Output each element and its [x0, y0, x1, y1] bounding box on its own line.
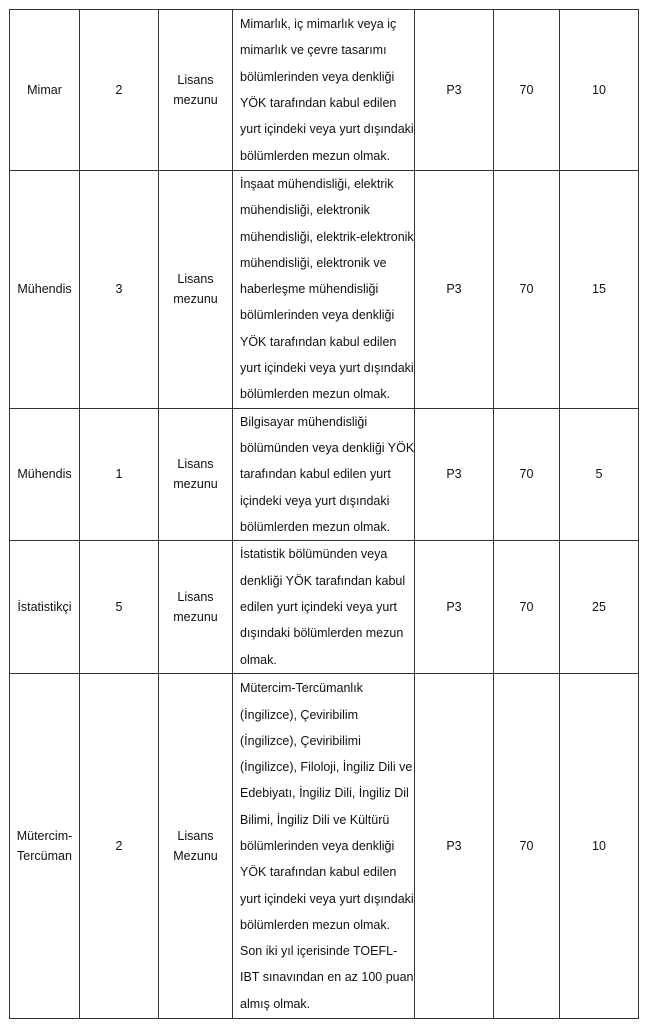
- table-body: [10, 10, 639, 1019]
- table-row: [10, 171, 639, 409]
- requirement-line: IBT sınavından en az 100 puan: [240, 970, 414, 985]
- title-line: Mühendis: [17, 282, 72, 297]
- cell-min-score: [494, 408, 560, 540]
- requirement-line: YÖK tarafından kabul edilen: [240, 96, 397, 110]
- last-col-value: 25: [592, 600, 606, 615]
- requirement-line: İstatistik bölümünden veya: [240, 547, 388, 562]
- last-col-value: 10: [592, 839, 606, 854]
- min-score-value: 70: [519, 839, 534, 854]
- score-type-value: P3: [446, 600, 462, 615]
- education-line: Lisans: [177, 590, 214, 605]
- cell-education: [159, 674, 233, 1019]
- cell-count: [80, 171, 159, 409]
- last-col-value: 15: [592, 282, 606, 297]
- cell-education: [159, 171, 233, 409]
- cell-last: [560, 674, 639, 1019]
- title-line: Tercüman: [17, 849, 72, 864]
- requirement-line: (İngilizce), Filoloji, İngiliz Dili ve: [240, 760, 413, 775]
- cell-title: [10, 171, 80, 409]
- cell-score-type: [415, 541, 494, 674]
- requirement-line: mimarlık ve çevre tasarımı: [240, 43, 387, 58]
- table-row: [10, 541, 639, 674]
- cell-score-type: [415, 10, 494, 171]
- cell-score-type: [415, 171, 494, 409]
- cell-count: [80, 541, 159, 674]
- requirement-line: Mimarlık, iç mimarlık veya iç: [240, 17, 397, 32]
- requirement-line: bölümlerden mezun olmak.: [240, 519, 391, 534]
- count-value: 5: [115, 600, 123, 615]
- cell-count: [80, 10, 159, 171]
- requirement-line: olmak.: [240, 652, 277, 667]
- cell-requirements: [233, 541, 415, 674]
- education-line: mezunu: [173, 93, 218, 107]
- requirement-line: YÖK tarafından kabul edilen: [240, 865, 397, 880]
- min-score-value: 70: [519, 600, 534, 615]
- positions-table: [9, 9, 639, 1019]
- requirement-line: Edebiyatı, İngiliz Dili, İngiliz Dil: [240, 786, 409, 801]
- cell-score-type: [415, 674, 494, 1019]
- education-line: mezunu: [173, 292, 218, 307]
- education-line: Lisans: [177, 457, 214, 472]
- requirement-line: denkliği YÖK tarafından kabul: [240, 573, 406, 588]
- requirement-line: bölümlerinden veya denkliği: [240, 839, 395, 853]
- education-line: mezunu: [173, 610, 218, 625]
- cell-count: [80, 408, 159, 540]
- cell-last: [560, 541, 639, 674]
- requirement-line: bölümünden veya denkliği YÖK: [240, 440, 415, 455]
- education-line: Lisans: [177, 829, 214, 844]
- requirement-line: (İngilizce), Çeviribilimi: [240, 733, 361, 748]
- count-value: 2: [115, 839, 123, 854]
- requirement-line: mühendisliği, elektronik ve: [240, 255, 387, 270]
- score-type-value: P3: [446, 839, 462, 854]
- title-line: İstatistikçi: [17, 600, 72, 615]
- requirement-line: Bilimi, İngiliz Dili ve Kültürü: [240, 812, 390, 827]
- count-value: 1: [115, 467, 123, 482]
- cell-title: [10, 408, 80, 540]
- requirement-line: haberleşme mühendisliği: [240, 282, 379, 297]
- requirement-line: yurt içindeki veya yurt dışındaki: [240, 891, 414, 906]
- title-line: Mütercim-: [16, 829, 73, 844]
- cell-min-score: [494, 10, 560, 171]
- requirement-line: tarafından kabul edilen yurt: [240, 467, 391, 482]
- requirement-line: bölümlerinden veya denkliği: [240, 69, 395, 84]
- table-row: [10, 10, 639, 171]
- requirement-line: mühendisliği, elektrik-elektronik: [240, 229, 414, 244]
- min-score-value: 70: [519, 83, 534, 97]
- cell-title: [10, 541, 80, 674]
- cell-education: [159, 10, 233, 171]
- cell-min-score: [494, 171, 560, 409]
- requirement-line: bölümlerinden veya denkliği: [240, 308, 395, 323]
- requirement-line: (İngilizce), Çeviribilim: [240, 707, 359, 722]
- cell-last: [560, 408, 639, 540]
- cell-count: [80, 674, 159, 1019]
- cell-title: [10, 10, 80, 171]
- cell-requirements: [233, 10, 415, 171]
- min-score-value: 70: [519, 282, 534, 297]
- requirement-line: edilen yurt içindeki veya yurt: [240, 600, 398, 614]
- count-value: 3: [115, 282, 123, 297]
- requirement-line: dışındaki bölümlerden mezun: [240, 626, 404, 641]
- last-col-value: 5: [595, 467, 603, 482]
- requirement-line: yurt içindeki veya yurt dışındaki: [240, 122, 414, 137]
- requirement-line: yurt içindeki veya yurt dışındaki: [240, 361, 414, 376]
- requirement-line: mühendisliği, elektronik: [240, 203, 370, 218]
- table-row: [10, 674, 639, 1019]
- score-type-value: P3: [446, 282, 462, 297]
- min-score-value: 70: [519, 467, 534, 482]
- cell-score-type: [415, 408, 494, 540]
- title-line: Mühendis: [17, 467, 72, 482]
- requirement-line: Bilgisayar mühendisliği: [240, 414, 368, 429]
- requirement-line: bölümlerden mezun olmak.: [240, 917, 391, 932]
- requirement-line: Son iki yıl içerisinde TOEFL-: [240, 944, 398, 959]
- cell-requirements: [233, 674, 415, 1019]
- requirement-line: içindeki veya yurt dışındaki: [240, 493, 390, 508]
- title-line: Mimar: [27, 83, 62, 97]
- education-line: Mezunu: [173, 849, 218, 864]
- education-line: Lisans: [177, 272, 214, 287]
- last-col-value: 10: [592, 83, 606, 97]
- cell-min-score: [494, 674, 560, 1019]
- cell-last: [560, 171, 639, 409]
- cell-requirements: [233, 171, 415, 409]
- count-value: 2: [115, 83, 123, 97]
- score-type-value: P3: [446, 467, 462, 482]
- requirement-line: Mütercim-Tercümanlık: [240, 681, 363, 696]
- cell-education: [159, 408, 233, 540]
- cell-requirements: [233, 408, 415, 540]
- requirement-line: bölümlerden mezun olmak.: [240, 148, 391, 163]
- requirement-line: bölümlerden mezun olmak.: [240, 387, 391, 402]
- cell-title: [10, 674, 80, 1019]
- table-row: [10, 408, 639, 540]
- cell-last: [560, 10, 639, 171]
- cell-education: [159, 541, 233, 674]
- requirement-line: İnşaat mühendisliği, elektrik: [240, 177, 394, 191]
- score-type-value: P3: [446, 83, 462, 97]
- requirement-line: YÖK tarafından kabul edilen: [240, 334, 397, 349]
- education-line: Lisans: [177, 73, 214, 87]
- cell-min-score: [494, 541, 560, 674]
- requirement-line: almış olmak.: [240, 996, 311, 1011]
- education-line: mezunu: [173, 477, 218, 492]
